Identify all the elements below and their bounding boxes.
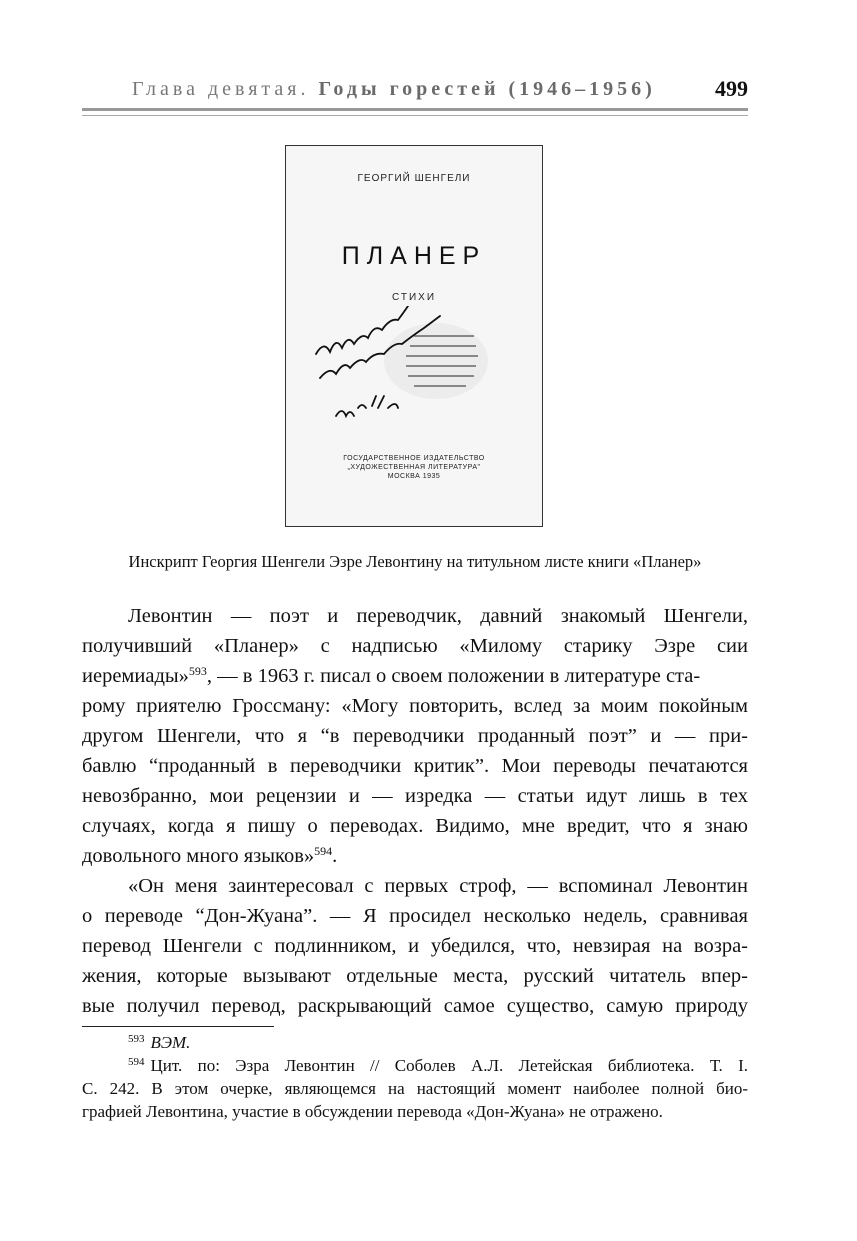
figure-publisher	[286, 454, 542, 481]
publisher-line: МОСКВА 1935	[387, 473, 441, 480]
title-page-image	[285, 145, 543, 527]
footnote-number: 593	[128, 1033, 145, 1045]
footnote-rule	[82, 1026, 274, 1027]
footnote-594	[82, 1054, 748, 1077]
figure-caption: Инскрипт Георгия Шенгели Эзре Левонтину на титульном листе книги «Планер»	[128, 552, 702, 571]
text-line	[82, 661, 748, 691]
text-line: «Он меня заинтересовал с первых строф, — вспоминал Левонтин	[128, 875, 748, 897]
text-line: случаях, когда я пишу о переводах. Видимо, мне вредит, что я знаю	[82, 815, 748, 837]
publisher-line: ГОСУДАРСТВЕННОЕ ИЗДАТЕЛЬСТВО	[343, 455, 485, 462]
footnote-text: Цит. по: Эзра Левонтин // Соболев А.Л. Летейская библиотека. Т. I.	[150, 1056, 748, 1075]
body-text	[82, 601, 748, 1021]
footnote-ref-593: 593	[188, 664, 207, 678]
text-line: невозбранно, мои рецензии и — изредка — статьи идут лишь в тех	[82, 785, 748, 807]
footnote-ref-594: 594	[314, 844, 333, 858]
footnote-line: С. 242. В этом очерке, являющемся на настоящий момент наиболее полной био-	[82, 1079, 748, 1098]
chapter-label: Глава девятая.	[132, 78, 310, 100]
text-run: .	[332, 845, 338, 867]
footnote-593	[82, 1031, 748, 1054]
page-number: 499	[715, 76, 748, 101]
text-run: довольного много языков»	[82, 845, 315, 867]
text-line: бавлю “проданный в переводчики критик”. Мои переводы печатаются	[82, 755, 748, 777]
text-run: иеремиады»	[82, 665, 189, 687]
text-line: вые получил перевод, раскрывающий самое существо, самую природу	[82, 995, 748, 1017]
text-line: о переводе “Дон-Жуана”. — Я просидел несколько недель, сравнивая	[82, 905, 748, 927]
text-line: другом Шенгели, что я “в переводчики проданный поэт” и — при-	[82, 725, 748, 747]
text-line: жения, которые вызывают отдельные места, русский читатель впер-	[82, 965, 748, 987]
figure-subtitle: СТИХИ	[391, 292, 437, 303]
footnotes	[82, 1031, 748, 1123]
chapter-title: Годы горестей (1946–1956)	[318, 78, 656, 100]
text-line: получивший «Планер» с надписью «Милому старику Эзре сии	[82, 635, 748, 657]
header-rule-thick	[82, 108, 748, 111]
text-line: Левонтин — поэт и переводчик, давний знакомый Шенгели,	[128, 605, 748, 627]
footnote-line: графией Левонтина, участие в обсуждении перевода «Дон-Жуана» не отражено.	[82, 1102, 663, 1121]
header-rule-thin	[82, 115, 748, 116]
text-run: , — в 1963 г. писал о своем положении в литературе ста-	[206, 665, 701, 687]
running-header	[82, 74, 748, 104]
footnote-number: 594	[128, 1056, 145, 1068]
figure-book-title: ПЛАНЕР	[341, 242, 487, 270]
figure-author: ГЕОРГИЙ ШЕНГЕЛИ	[357, 173, 471, 184]
text-line: рому приятелю Гроссману: «Могу повторить, вслед за моим покойным	[82, 695, 748, 717]
text-line: перевод Шенгели с подлинником, и убедился, что, невзирая на возра-	[82, 935, 748, 957]
running-head	[132, 78, 656, 101]
handwritten-inscription-icon	[306, 306, 506, 436]
footnote-text: ВЭМ.	[150, 1033, 191, 1052]
publisher-line: „ХУДОЖЕСТВЕННАЯ ЛИТЕРАТУРА"	[347, 464, 481, 471]
text-line	[82, 841, 748, 871]
